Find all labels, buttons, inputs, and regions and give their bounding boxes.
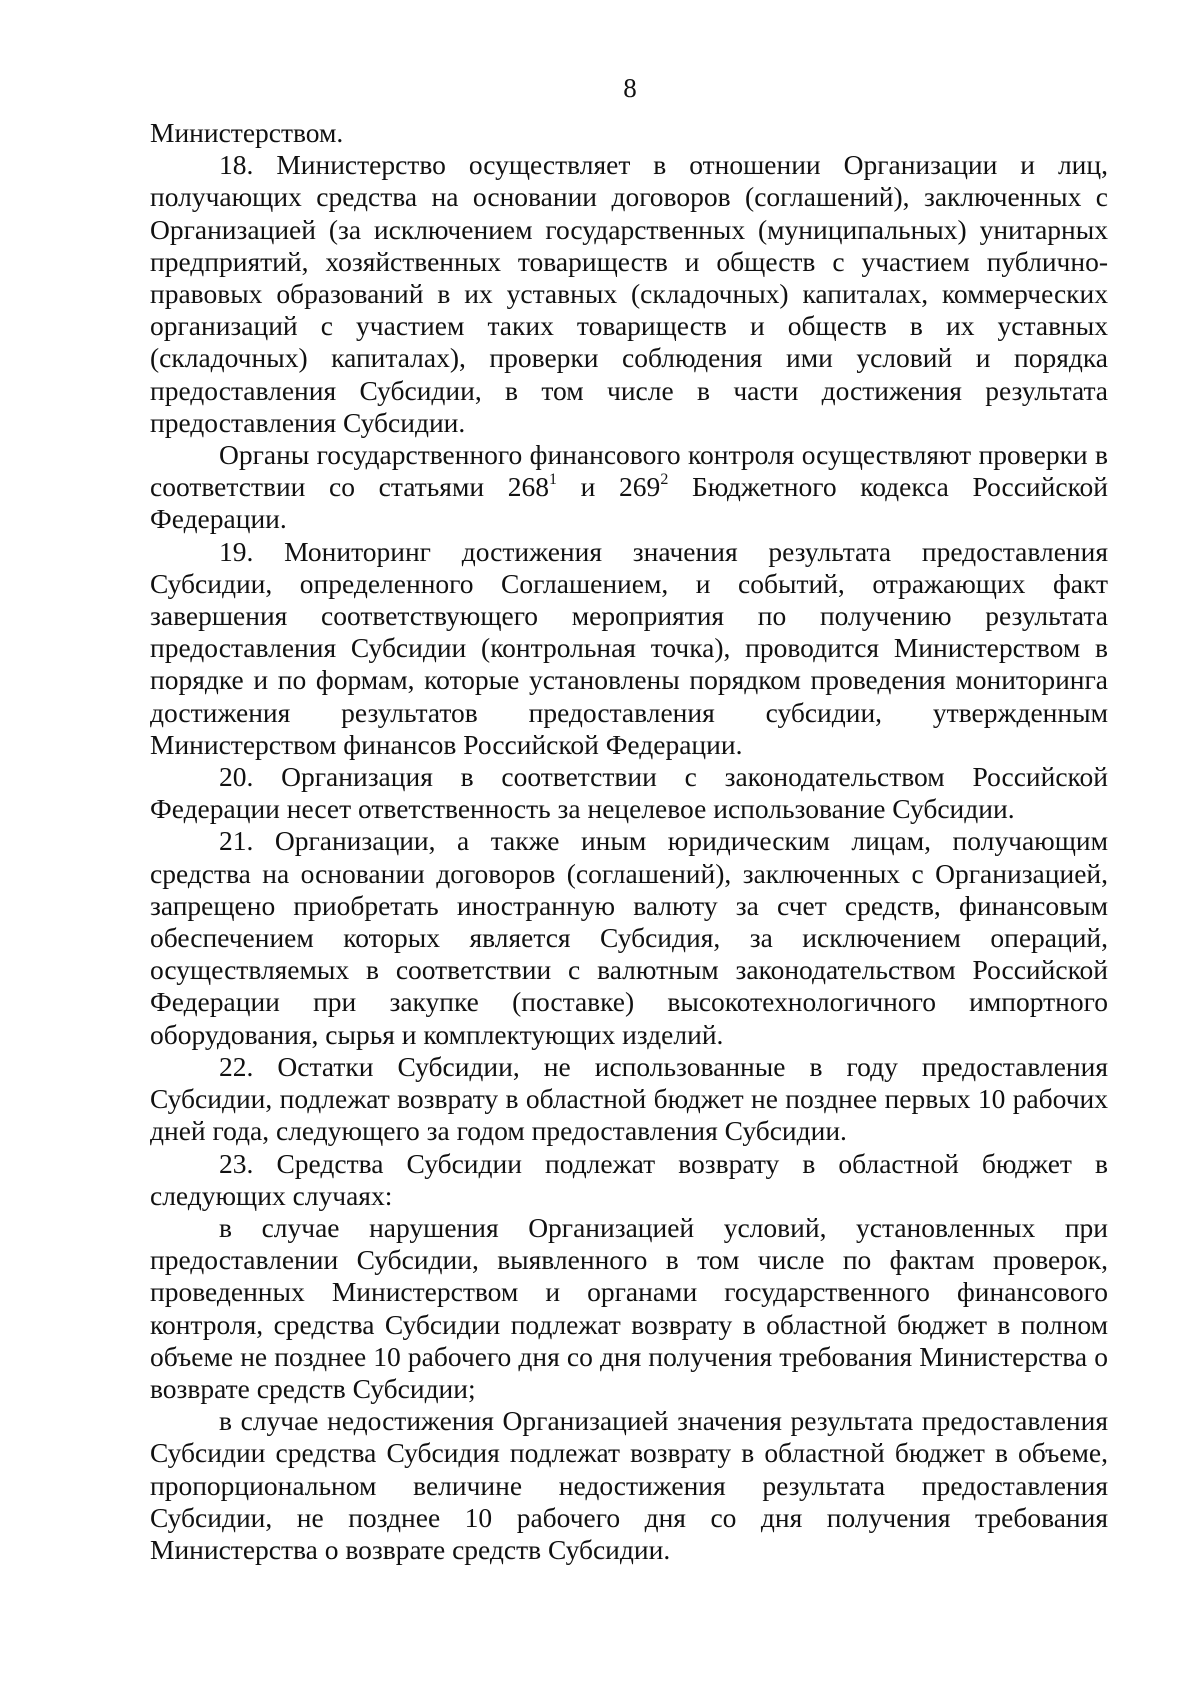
paragraph-20: 20. Организация в соответствии с законодательством Российской Федерации несет ответственность за нецелевое использование Субсидии. [150,761,1108,825]
paragraph-19: 19. Мониторинг достижения значения результата предоставления Субсидии, определенного Соглашением, и событий, отражающих факт завершения соответствующего мероприятия по получению результата предоставления Субсидии (контрольная точка), проводится Министерством в порядке и по формам, которые установлены порядком проведения мониторинга достижения результатов предоставления субсидии, утвержденным Министерством финансов Российской Федерации. [150,535,1108,760]
control-text-part1: Органы государственного финансового контроля осуществляют проверки в соответствии со статьями 268 [150,439,1108,503]
document-body [150,117,1108,1566]
paragraph-18: 18. Министерство осуществляет в отношении Организации и лиц, получающих средства на основании договоров (соглашений), заключенных с Организацией (за исключением государственных (муниципальных) унитарных предприятий, хозяйственных товариществ и обществ с участием публично-правовых образований в их уставных (складочных) капиталах, коммерческих организаций с участием таких товариществ и обществ в их уставных (складочных) капиталах), проверки соблюдения ими условий и порядка предоставления Субсидии, в том числе в части достижения результата предоставления Субсидии. [150,149,1108,438]
paragraph-23: 23. Средства Субсидии подлежат возврату в областной бюджет в следующих случаях: [150,1147,1108,1211]
control-text-part2: и 269 [557,471,661,503]
article-superscript-2: 2 [660,471,669,489]
paragraph-22: 22. Остатки Субсидии, не использованные в году предоставления Субсидии, подлежат возврату в областной бюджет не позднее первых 10 рабочих дней года, следующего за годом предоставления Субсидии. [150,1050,1108,1147]
paragraph-21: 21. Организации, а также иным юридическим лицам, получающим средства на основании договоров (соглашений), заключенных с Организацией, запрещено приобретать иностранную валюту за счет средств, финансовым обеспечением которых является Субсидия, за исключением операций, осуществляемых в соответствии с валютным законодательством Российской Федерации при закупке (поставке) высокотехнологичного импортного оборудования, сырья и комплектующих изделий. [150,825,1108,1050]
paragraph-23-case-non-achievement: в случае недостижения Организацией значения результата предоставления Субсидии средства Субсидия подлежат возврату в областной бюджет в объеме, пропорциональном величине недостижения результата предоставления Субсидии, не позднее 10 рабочего дня со дня получения требования Министерства о возврате средств Субсидии. [150,1405,1108,1565]
paragraph-continuation: Министерством. [150,117,344,148]
paragraph-state-financial-control [150,439,1108,536]
paragraph-23-case-violation: в случае нарушения Организацией условий, установленных при предоставлении Субсидии, выявленного в том числе по фактам проверок, проведенных Министерством и органами государственного финансового контроля, средства Субсидии подлежат возврату в областной бюджет в полном объеме не позднее 10 рабочего дня со дня получения требования Министерства о возврате средств Субсидии; [150,1211,1108,1404]
control-text-part3: Бюджетного кодекса Российской Федерации. [150,471,1108,535]
page-number: 8 [623,73,637,103]
article-superscript-1: 1 [549,471,557,489]
